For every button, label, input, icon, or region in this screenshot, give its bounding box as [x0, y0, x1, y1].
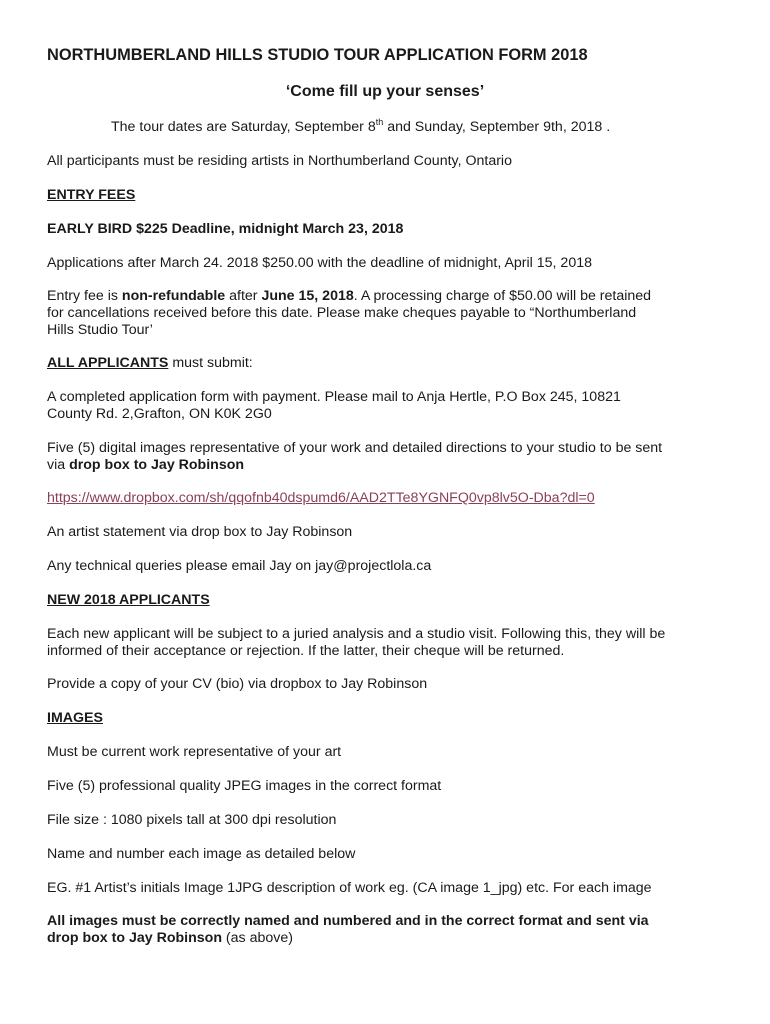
naming-line: Name and number each image as detailed below: [47, 846, 356, 862]
cv-line: Provide a copy of your CV (bio) via dropbox to Jay Robinson: [47, 676, 428, 692]
tour-dates-superscript: th: [375, 117, 384, 127]
images-heading: IMAGES: [47, 710, 103, 726]
refund-bold-date: June 15, 2018: [261, 288, 354, 304]
all-applicants-heading-line: [47, 355, 253, 372]
juried-line1: Each new applicant will be subject to a juried analysis and a studio visit. Following this, they will be: [47, 626, 666, 642]
artist-statement-line: An artist statement via drop box to Jay Robinson: [47, 524, 353, 540]
images-submission-line2: [47, 457, 244, 474]
all-applicants-suffix: must submit:: [168, 355, 253, 371]
dropbox-link[interactable]: https://www.dropbox.com/sh/qqofnb40dspumd6/AAD2TTe8YGNFQ0vp8lv5O-Dba?dl=0: [47, 490, 595, 506]
example-line: EG. #1 Artist’s initials Image 1JPG description of work eg. (CA image 1_jpg) etc. For each image: [47, 880, 652, 896]
images-line2-text: via: [47, 457, 70, 473]
final-note-line2: [47, 930, 293, 947]
mail-line1: A completed application form with payment. Please mail to Anja Hertle, P.O Box 245, 10821: [47, 389, 621, 405]
images-line2-bold: drop box to Jay Robinson: [69, 457, 245, 473]
refund-text: . A processing charge of $50.00 will be retained: [353, 288, 652, 304]
final-note-bold: drop box to Jay Robinson: [47, 930, 222, 946]
final-note-suffix: (as above): [221, 930, 293, 946]
refund-policy-line3: Hills Studio Tour’: [47, 322, 153, 338]
tour-dates: [111, 119, 610, 136]
mail-line2: County Rd. 2,Grafton, ON K0K 2G0: [47, 406, 272, 422]
current-work-line: Must be current work representative of your art: [47, 744, 342, 760]
early-bird-line: EARLY BIRD $225 Deadline, midnight March 23, 2018: [47, 221, 404, 237]
new-applicants-heading: NEW 2018 APPLICANTS: [47, 592, 210, 608]
final-note-line1: All images must be correctly named and numbered and in the correct format and sent via: [47, 913, 649, 929]
technical-queries-line: Any technical queries please email Jay on jay@projectlola.ca: [47, 558, 432, 574]
residency-note: All participants must be residing artists in Northumberland County, Ontario: [47, 153, 512, 169]
file-size-line: File size : 1080 pixels tall at 300 dpi resolution: [47, 812, 337, 828]
entry-fees-heading: ENTRY FEES: [47, 187, 136, 203]
tour-dates-text: The tour dates are Saturday, September 8: [111, 119, 376, 135]
refund-text: after: [225, 288, 262, 304]
tagline: ‘Come fill up your senses’: [285, 83, 485, 100]
all-applicants-heading: ALL APPLICANTS: [47, 355, 169, 371]
refund-policy-line1: [47, 288, 651, 305]
images-submission-line1: Five (5) digital images representative of your work and detailed directions to your studio to be sent: [47, 440, 663, 456]
refund-bold-nonrefundable: non-refundable: [121, 288, 226, 304]
late-applications-line: Applications after March 24. 2018 $250.00 with the deadline of midnight, April 15, 2018: [47, 255, 592, 271]
juried-line2: informed of their acceptance or rejection. If the latter, their cheque will be returned.: [47, 643, 565, 659]
refund-text: Entry fee is: [47, 288, 122, 304]
jpeg-line: Five (5) professional quality JPEG images in the correct format: [47, 778, 442, 794]
refund-policy-line2: for cancellations received before this date. Please make cheques payable to “Northumberland: [47, 305, 637, 321]
tour-dates-text-end: and Sunday, September 9th, 2018 .: [383, 119, 611, 135]
document-title: NORTHUMBERLAND HILLS STUDIO TOUR APPLICATION FORM 2018: [47, 46, 588, 64]
